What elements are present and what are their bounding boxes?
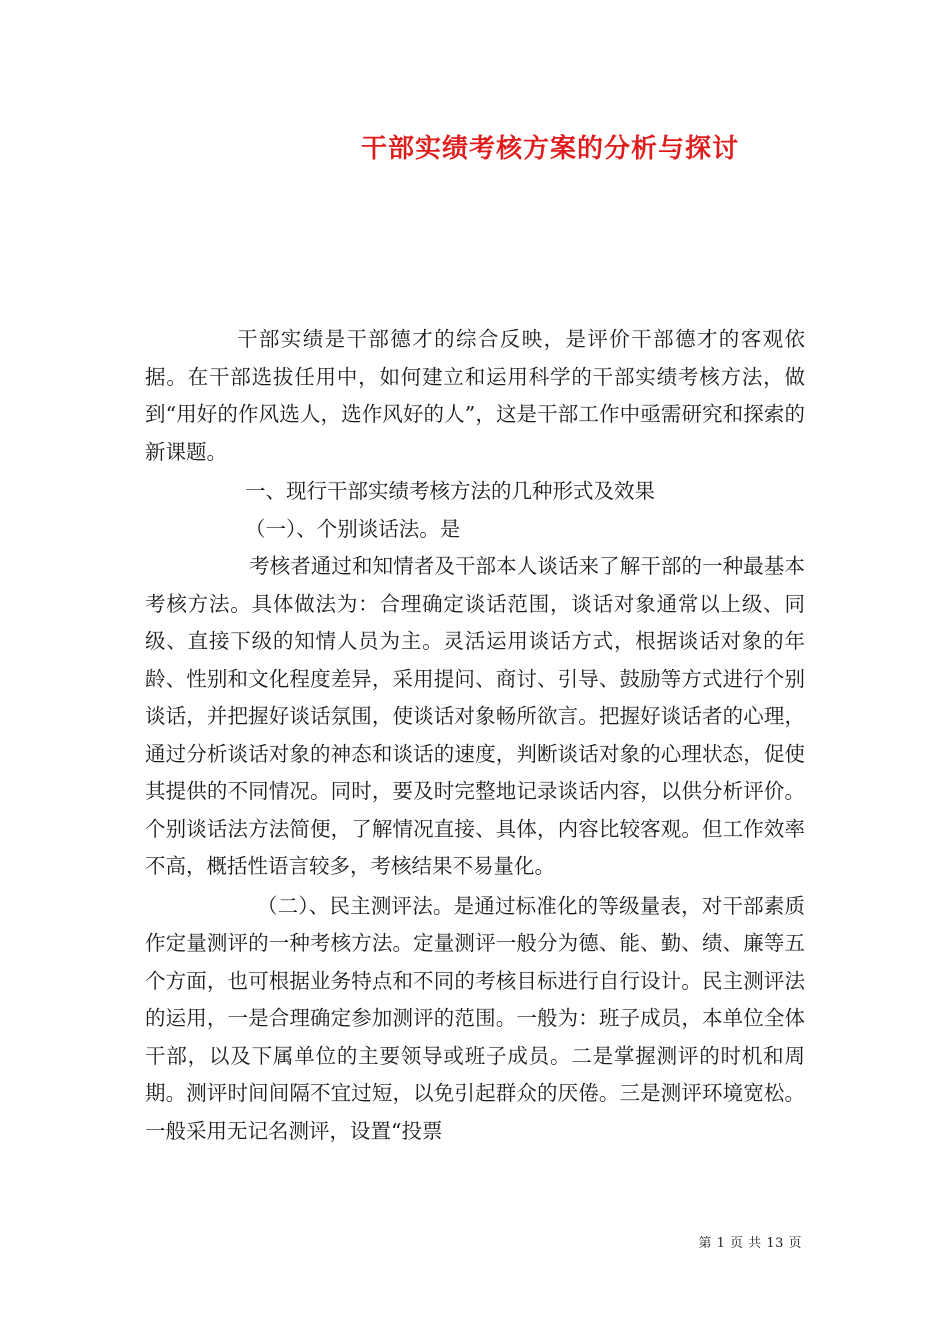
paragraph-intro: 干部实绩是干部德才的综合反映，是评价干部德才的客观依据。在干部选拔任用中，如何建立和运用科学的干部实绩考核方法，做到“用好的作风选人，选作风好的人”，这是干部工作中亟需研究和探索的新课题。 [145, 327, 805, 464]
subsection-heading-1: （一）、个别谈话法。是 [245, 516, 461, 541]
document-body [145, 321, 805, 1150]
section-heading-1: 一、现行干部实绩考核方法的几种形式及效果 [245, 479, 655, 503]
paragraph-democratic-evaluation: （二）、民主测评法。是通过标准化的等级量表，对干部素质作定量测评的一种考核方法。定量测评一般分为德、能、勤、绩、廉等五个方面，也可根据业务特点和不同的考核目标进行自行设计。民主测评法的运用，一是合理确定参加测评的范围。一般为：班子成员，本单位全体干部，以及下属单位的主要领导或班子成员。二是掌握测评的时机和周期。测评时间间隔不宜过短，以免引起群众的厌倦。三是测评环境宽松。一般采用无记名测评，设置“投票 [145, 893, 805, 1143]
document-title: 干部实绩考核方案的分析与探讨 [360, 134, 739, 164]
paragraph-individual-talk: 考核者通过和知情者及干部本人谈话来了解干部的一种最基本考核方法。具体做法为：合理确定谈话范围，谈话对象通常以上级、同级、直接下级的知情人员为主。灵活运用谈话方式，根据谈话对象的年龄、性别和文化程度差异，采用提问、商讨、引导、鼓励等方式进行个别谈话，并把握好谈话氛围，使谈话对象畅所欲言。把握好谈话者的心理，通过分析谈话对象的神态和谈话的速度，判断谈话对象的心理状态，促使其提供的不同情况。同时，要及时完整地记录谈话内容，以供分析评价。个别谈话法方法简便，了解情况直接、具体，内容比较客观。但工作效率不高，概括性语言较多，考核结果不易量化。 [145, 554, 805, 878]
page-number: 第 1 页 共 13 页 [698, 1236, 802, 1251]
